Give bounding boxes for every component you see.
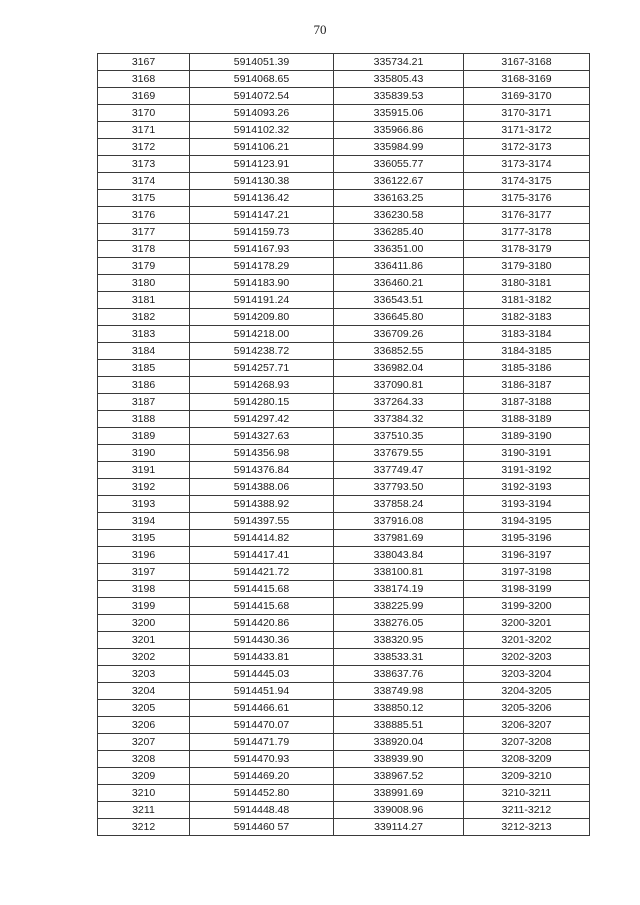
table-row [98,360,590,377]
table-row [98,564,590,581]
table-row [98,139,590,156]
point-number-cell: 3198 [98,581,190,598]
segment-cell: 3182-3183 [464,309,590,326]
table-row [98,598,590,615]
point-number-cell: 3182 [98,309,190,326]
table-row [98,530,590,547]
table-row [98,666,590,683]
table-row [98,581,590,598]
x-coordinate-cell: 5914238.72 [190,343,334,360]
x-coordinate-cell: 5914376.84 [190,462,334,479]
x-coordinate-cell: 5914106.21 [190,139,334,156]
y-coordinate-cell: 338991.69 [334,785,464,802]
x-coordinate-cell: 5914327.63 [190,428,334,445]
x-coordinate-cell: 5914397.55 [190,513,334,530]
segment-cell: 3171-3172 [464,122,590,139]
x-coordinate-cell: 5914072.54 [190,88,334,105]
y-coordinate-cell: 335734.21 [334,54,464,71]
segment-cell: 3174-3175 [464,173,590,190]
point-number-cell: 3179 [98,258,190,275]
x-coordinate-cell: 5914388.92 [190,496,334,513]
point-number-cell: 3187 [98,394,190,411]
table-row [98,241,590,258]
segment-cell: 3197-3198 [464,564,590,581]
segment-cell: 3191-3192 [464,462,590,479]
point-number-cell: 3177 [98,224,190,241]
y-coordinate-cell: 336460.21 [334,275,464,292]
table-row [98,547,590,564]
segment-cell: 3208-3209 [464,751,590,768]
x-coordinate-cell: 5914147.21 [190,207,334,224]
x-coordinate-cell: 5914280.15 [190,394,334,411]
x-coordinate-cell: 5914452.80 [190,785,334,802]
x-coordinate-cell: 5914268.93 [190,377,334,394]
coordinates-table [97,53,590,836]
y-coordinate-cell: 336982.04 [334,360,464,377]
point-number-cell: 3170 [98,105,190,122]
y-coordinate-cell: 335839.53 [334,88,464,105]
y-coordinate-cell: 337510.35 [334,428,464,445]
segment-cell: 3186-3187 [464,377,590,394]
point-number-cell: 3205 [98,700,190,717]
x-coordinate-cell: 5914420.86 [190,615,334,632]
y-coordinate-cell: 338174.19 [334,581,464,598]
table-row [98,411,590,428]
point-number-cell: 3169 [98,88,190,105]
y-coordinate-cell: 337858.24 [334,496,464,513]
segment-cell: 3194-3195 [464,513,590,530]
y-coordinate-cell: 336122.67 [334,173,464,190]
y-coordinate-cell: 336709.26 [334,326,464,343]
point-number-cell: 3174 [98,173,190,190]
point-number-cell: 3193 [98,496,190,513]
x-coordinate-cell: 5914421.72 [190,564,334,581]
table-row [98,224,590,241]
segment-cell: 3179-3180 [464,258,590,275]
y-coordinate-cell: 338920.04 [334,734,464,751]
table-row [98,462,590,479]
x-coordinate-cell: 5914297.42 [190,411,334,428]
segment-cell: 3180-3181 [464,275,590,292]
y-coordinate-cell: 336543.51 [334,292,464,309]
point-number-cell: 3201 [98,632,190,649]
y-coordinate-cell: 338320.95 [334,632,464,649]
point-number-cell: 3202 [98,649,190,666]
x-coordinate-cell: 5914218.00 [190,326,334,343]
segment-cell: 3193-3194 [464,496,590,513]
y-coordinate-cell: 337679.55 [334,445,464,462]
table-row [98,428,590,445]
point-number-cell: 3190 [98,445,190,462]
x-coordinate-cell: 5914068.65 [190,71,334,88]
x-coordinate-cell: 5914414.82 [190,530,334,547]
segment-cell: 3181-3182 [464,292,590,309]
y-coordinate-cell: 336163.25 [334,190,464,207]
y-coordinate-cell: 339008.96 [334,802,464,819]
table-row [98,173,590,190]
point-number-cell: 3171 [98,122,190,139]
table-row [98,122,590,139]
table-row [98,377,590,394]
coordinates-table-body [98,54,590,836]
segment-cell: 3192-3193 [464,479,590,496]
segment-cell: 3185-3186 [464,360,590,377]
table-row [98,105,590,122]
point-number-cell: 3194 [98,513,190,530]
point-number-cell: 3209 [98,768,190,785]
point-number-cell: 3191 [98,462,190,479]
y-coordinate-cell: 335805.43 [334,71,464,88]
point-number-cell: 3189 [98,428,190,445]
point-number-cell: 3172 [98,139,190,156]
segment-cell: 3190-3191 [464,445,590,462]
table-row [98,445,590,462]
y-coordinate-cell: 335966.86 [334,122,464,139]
table-row [98,513,590,530]
segment-cell: 3195-3196 [464,530,590,547]
table-row [98,615,590,632]
segment-cell: 3210-3211 [464,785,590,802]
point-number-cell: 3203 [98,666,190,683]
y-coordinate-cell: 338939.90 [334,751,464,768]
y-coordinate-cell: 337981.69 [334,530,464,547]
point-number-cell: 3211 [98,802,190,819]
point-number-cell: 3192 [98,479,190,496]
point-number-cell: 3199 [98,598,190,615]
point-number-cell: 3208 [98,751,190,768]
point-number-cell: 3207 [98,734,190,751]
y-coordinate-cell: 338225.99 [334,598,464,615]
table-row [98,649,590,666]
x-coordinate-cell: 5914257.71 [190,360,334,377]
segment-cell: 3198-3199 [464,581,590,598]
table-row [98,54,590,71]
y-coordinate-cell: 337384.32 [334,411,464,428]
segment-cell: 3200-3201 [464,615,590,632]
x-coordinate-cell: 5914417.41 [190,547,334,564]
segment-cell: 3204-3205 [464,683,590,700]
y-coordinate-cell: 336285.40 [334,224,464,241]
point-number-cell: 3178 [98,241,190,258]
table-row [98,190,590,207]
x-coordinate-cell: 5914123.91 [190,156,334,173]
segment-cell: 3172-3173 [464,139,590,156]
table-row [98,394,590,411]
x-coordinate-cell: 5914430.36 [190,632,334,649]
y-coordinate-cell: 335984.99 [334,139,464,156]
segment-cell: 3205-3206 [464,700,590,717]
point-number-cell: 3204 [98,683,190,700]
x-coordinate-cell: 5914433.81 [190,649,334,666]
point-number-cell: 3167 [98,54,190,71]
y-coordinate-cell: 336645.80 [334,309,464,326]
table-row [98,632,590,649]
x-coordinate-cell: 5914470.93 [190,751,334,768]
y-coordinate-cell: 338967.52 [334,768,464,785]
table-row [98,496,590,513]
table-row [98,88,590,105]
table-row [98,802,590,819]
table-row [98,785,590,802]
table-row [98,751,590,768]
table-row [98,156,590,173]
segment-cell: 3176-3177 [464,207,590,224]
segment-cell: 3169-3170 [464,88,590,105]
table-row [98,717,590,734]
table-row [98,683,590,700]
y-coordinate-cell: 336230.58 [334,207,464,224]
segment-cell: 3178-3179 [464,241,590,258]
segment-cell: 3183-3184 [464,326,590,343]
x-coordinate-cell: 5914451.94 [190,683,334,700]
table-row [98,326,590,343]
segment-cell: 3175-3176 [464,190,590,207]
point-number-cell: 3195 [98,530,190,547]
y-coordinate-cell: 337749.47 [334,462,464,479]
segment-cell: 3209-3210 [464,768,590,785]
segment-cell: 3184-3185 [464,343,590,360]
x-coordinate-cell: 5914102.32 [190,122,334,139]
point-number-cell: 3184 [98,343,190,360]
point-number-cell: 3176 [98,207,190,224]
table-row [98,343,590,360]
table-row [98,768,590,785]
y-coordinate-cell: 337264.33 [334,394,464,411]
segment-cell: 3170-3171 [464,105,590,122]
x-coordinate-cell: 5914167.93 [190,241,334,258]
point-number-cell: 3185 [98,360,190,377]
segment-cell: 3189-3190 [464,428,590,445]
table-row [98,734,590,751]
table-row [98,71,590,88]
point-number-cell: 3210 [98,785,190,802]
y-coordinate-cell: 336351.00 [334,241,464,258]
segment-cell: 3212-3213 [464,819,590,836]
segment-cell: 3203-3204 [464,666,590,683]
y-coordinate-cell: 338100.81 [334,564,464,581]
point-number-cell: 3188 [98,411,190,428]
y-coordinate-cell: 338637.76 [334,666,464,683]
x-coordinate-cell: 5914183.90 [190,275,334,292]
point-number-cell: 3206 [98,717,190,734]
table-row [98,309,590,326]
x-coordinate-cell: 5914470.07 [190,717,334,734]
x-coordinate-cell: 5914159.73 [190,224,334,241]
y-coordinate-cell: 336055.77 [334,156,464,173]
x-coordinate-cell: 5914051.39 [190,54,334,71]
y-coordinate-cell: 336852.55 [334,343,464,360]
x-coordinate-cell: 5914191.24 [190,292,334,309]
point-number-cell: 3181 [98,292,190,309]
y-coordinate-cell: 338885.51 [334,717,464,734]
y-coordinate-cell: 337916.08 [334,513,464,530]
segment-cell: 3167-3168 [464,54,590,71]
table-row [98,258,590,275]
segment-cell: 3206-3207 [464,717,590,734]
page-number: 70 [313,22,327,37]
x-coordinate-cell: 5914136.42 [190,190,334,207]
table-row [98,479,590,496]
point-number-cell: 3175 [98,190,190,207]
y-coordinate-cell: 337793.50 [334,479,464,496]
segment-cell: 3168-3169 [464,71,590,88]
segment-cell: 3196-3197 [464,547,590,564]
x-coordinate-cell: 5914388.06 [190,479,334,496]
x-coordinate-cell: 5914415.68 [190,598,334,615]
segment-cell: 3207-3208 [464,734,590,751]
x-coordinate-cell: 5914466.61 [190,700,334,717]
x-coordinate-cell: 5914415.68 [190,581,334,598]
table-row [98,819,590,836]
segment-cell: 3211-3212 [464,802,590,819]
x-coordinate-cell: 5914469.20 [190,768,334,785]
x-coordinate-cell: 5914471.79 [190,734,334,751]
y-coordinate-cell: 338850.12 [334,700,464,717]
x-coordinate-cell: 5914356.98 [190,445,334,462]
point-number-cell: 3197 [98,564,190,581]
x-coordinate-cell: 5914460 57 [190,819,334,836]
table-row [98,207,590,224]
x-coordinate-cell: 5914130.38 [190,173,334,190]
point-number-cell: 3180 [98,275,190,292]
y-coordinate-cell: 338749.98 [334,683,464,700]
x-coordinate-cell: 5914093.26 [190,105,334,122]
x-coordinate-cell: 5914178.29 [190,258,334,275]
segment-cell: 3187-3188 [464,394,590,411]
segment-cell: 3173-3174 [464,156,590,173]
y-coordinate-cell: 335915.06 [334,105,464,122]
point-number-cell: 3212 [98,819,190,836]
y-coordinate-cell: 338043.84 [334,547,464,564]
y-coordinate-cell: 336411.86 [334,258,464,275]
point-number-cell: 3186 [98,377,190,394]
table-row [98,700,590,717]
table-row [98,275,590,292]
segment-cell: 3202-3203 [464,649,590,666]
x-coordinate-cell: 5914448.48 [190,802,334,819]
y-coordinate-cell: 338533.31 [334,649,464,666]
point-number-cell: 3183 [98,326,190,343]
table-row [98,292,590,309]
segment-cell: 3201-3202 [464,632,590,649]
y-coordinate-cell: 339114.27 [334,819,464,836]
segment-cell: 3199-3200 [464,598,590,615]
segment-cell: 3188-3189 [464,411,590,428]
y-coordinate-cell: 337090.81 [334,377,464,394]
point-number-cell: 3168 [98,71,190,88]
x-coordinate-cell: 5914445.03 [190,666,334,683]
point-number-cell: 3200 [98,615,190,632]
point-number-cell: 3196 [98,547,190,564]
x-coordinate-cell: 5914209.80 [190,309,334,326]
segment-cell: 3177-3178 [464,224,590,241]
y-coordinate-cell: 338276.05 [334,615,464,632]
point-number-cell: 3173 [98,156,190,173]
